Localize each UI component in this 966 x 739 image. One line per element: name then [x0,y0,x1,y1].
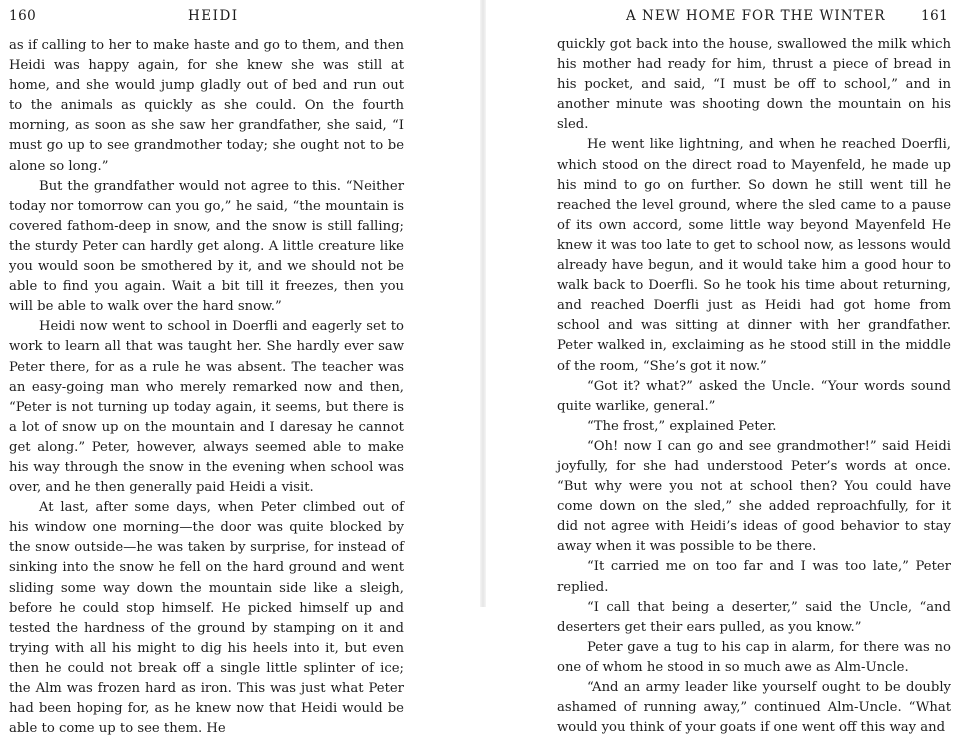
right-running-head [484,0,966,26]
left-body-text [9,36,404,739]
paragraph: “The frost,” explained Peter. [587,418,777,434]
left-running-title: HEIDI [188,8,239,24]
paragraph: Heidi now went to school in Doerfli and eagerly set to work to learn all that was taught her. She hardly ever saw Peter there, for as a rule he was absent. The teacher was an easy-going man who merely remarked now and then, “Peter is not turning up today again, it seems, but there is a lot of snow up on the mountain and I daresay he cannot get along.” Peter, however, always seemed able to make his way through the snow in the evening when school was over, and he then generally paid Heidi a visit. [9,319,404,496]
paragraph: as if calling to her to make haste and go to them, and then Heidi was happy again, for she knew she was still at home, and she would jump gladly out of bed and run out to the animals as quickly as she could. On the fourth morning, as soon as she saw her grandfather, she said, “I must go up to see grandmother today; she ought not to be alone so long.” [9,38,404,174]
left-page [0,0,482,737]
paragraph: “Got it? what?” asked the Uncle. “Your words sound quite warlike, general.” [557,378,951,414]
paragraph: quickly got back into the house, swallowed the milk which his mother had ready for him, thrust a piece of bread in his pocket, and said, “I must be off to school,” and in another minute was shooting down the mountain on his sled. [557,37,951,133]
paragraph: “It carried me on too far and I was too late,” Peter replied. [557,559,951,595]
left-page-number: 160 [9,8,37,24]
right-page-number: 161 [921,8,949,24]
paragraph: Peter gave a tug to his cap in alarm, for there was no one of whom he stood in so much awe as Alm-Uncle. [557,639,951,675]
right-running-title: A NEW HOME FOR THE WINTER [626,8,886,24]
paragraph: He went like lightning, and when he reached Doerfli, which stood on the direct road to Mayenfeld, he made up his mind to go on further. So down he still went till he reached the level ground, where the sled came to a pause of its own accord, some little way beyond Mayenfeld He knew it was too late to get to school now, as lessons would already have begun, and it would take him a good hour to walk back to Doerfli. So he took his time about returning, and reached Doerfli just as Heidi had got home from school and was sitting at dinner with her grandfather. Peter walked in, exclaiming as he stood still in the middle of the room, “She’s got it now.” [557,137,951,374]
left-running-head [0,0,482,26]
paragraph: But the grandfather would not agree to this. “Neither today nor tomorrow can you go,” he said, “the mountain is covered fathom-deep in snow, and the snow is still falling; the sturdy Peter can hardly get along. A little creature like you would soon be smothered by it, and we should not be able to find you again. Wait a bit till it freezes, then you will be able to walk over the hard snow.” [9,178,404,315]
paragraph: At last, after some days, when Peter climbed out of his window one morning—the door was quite blocked by the snow outside—he was taken by surprise, for instead of sinking into the snow he fell on the hard ground and went sliding some way down the mountain side like a sleigh, before he could stop himself. He picked himself up and tested the hardness of the ground by stamping on it and trying with all his might to dig his heels into it, but even then he could not break off a single little splinter of ice; the Alm was frozen hard as iron. This was just what Peter had been hoping for, as he knew now that Heidi would be able to come up to see them. He [9,500,404,737]
paragraph: “Oh! now I can go and see grandmother!” said Heidi joyfully, for she had understood Peter’s words at once. “But why were you not at school then? You could have come down on the sled,” she added reproachfully, for it did not agree with Heidi’s ideas of good behavior to stay away when it was possible to be there. [557,438,951,555]
right-body-text [557,35,951,738]
right-page [484,0,966,736]
paragraph: “And an army leader like yourself ought to be doubly ashamed of running away,” continued Alm-Uncle. “What would you think of your goats if one went off this way and [557,680,951,736]
paragraph: “I call that being a deserter,” said the Uncle, “and deserters get their ears pulled, as you know.” [557,599,951,635]
